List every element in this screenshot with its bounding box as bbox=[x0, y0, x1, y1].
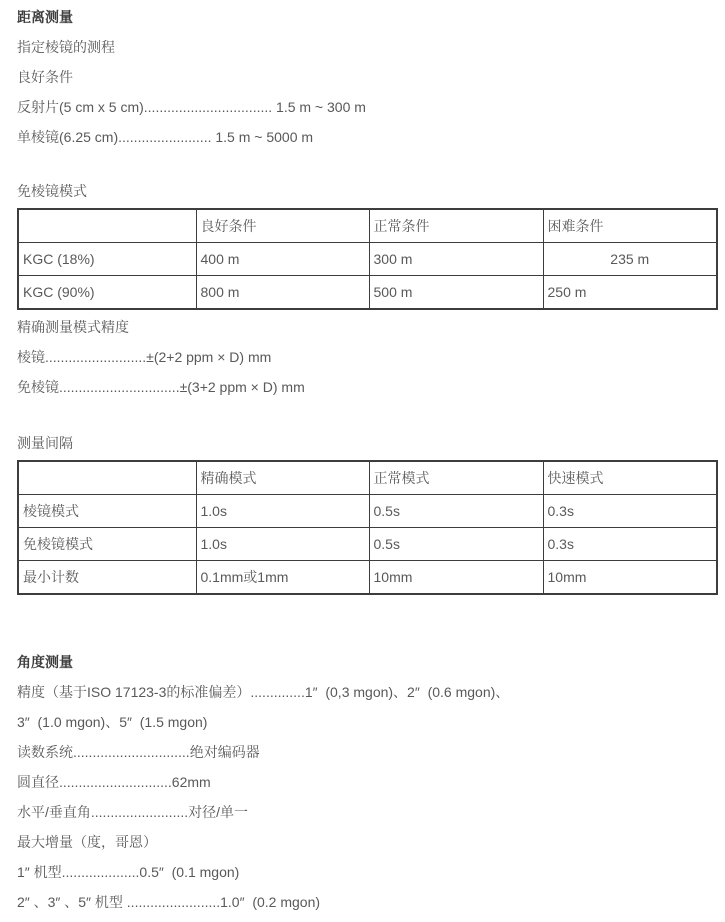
value-cell: 10mm bbox=[543, 561, 717, 595]
value-cell: 0.1mm或1mm bbox=[196, 561, 369, 595]
header-cell: 快速模式 bbox=[543, 461, 717, 495]
prism-accuracy-spec-line: 棱镜..........................±(2+2 ppm × D) mm bbox=[17, 349, 272, 365]
table-row bbox=[18, 243, 717, 276]
value-cell: 10mm bbox=[369, 561, 543, 595]
good-conditions-line: 良好条件 bbox=[17, 69, 73, 85]
measurement-interval-table bbox=[17, 460, 718, 595]
horizontal-vertical-angle-spec-line: 水平/垂直角.........................对径/单一 bbox=[17, 804, 249, 820]
value-cell: 1.0s bbox=[196, 495, 369, 528]
value-cell: 0.3s bbox=[543, 528, 717, 561]
table-row bbox=[18, 528, 717, 561]
single-prism-spec-line: 单棱镜(6.25 cm)........................ 1.5 m ~ 5000 m bbox=[17, 129, 314, 145]
header-cell: 良好条件 bbox=[196, 209, 369, 243]
reflective-sheet-spec-line: 反射片(5 cm x 5 cm)................................. 1.5 m ~ 300 m bbox=[17, 99, 366, 115]
reflectorless-mode-label: 免棱镜模式 bbox=[17, 183, 87, 199]
value-cell: 0.5s bbox=[369, 528, 543, 561]
prism-range-line: 指定棱镜的测程 bbox=[17, 39, 115, 55]
row-label-cell: 免棱镜模式 bbox=[18, 528, 196, 561]
reflectorless-accuracy-spec-line: 免棱镜...............................±(3+2 ppm × D) mm bbox=[17, 379, 305, 395]
row-label-cell: 棱镜模式 bbox=[18, 495, 196, 528]
angle-section-title: 角度测量 bbox=[17, 654, 73, 670]
precision-mode-label: 精确测量模式精度 bbox=[17, 319, 129, 335]
header-cell bbox=[18, 209, 196, 243]
header-cell: 正常模式 bbox=[369, 461, 543, 495]
model-1sec-spec-line: 1″ 机型....................0.5″ (0.1 mgon) bbox=[17, 864, 240, 880]
measurement-interval-label: 测量间隔 bbox=[17, 435, 73, 451]
header-cell: 正常条件 bbox=[369, 209, 543, 243]
table-row bbox=[18, 276, 717, 310]
table-row bbox=[18, 561, 717, 595]
max-increment-label: 最大增量（度，哥恩） bbox=[17, 834, 157, 850]
table-row bbox=[18, 495, 717, 528]
row-label-cell: 最小计数 bbox=[18, 561, 196, 595]
value-cell: 800 m bbox=[196, 276, 369, 310]
value-cell: 400 m bbox=[196, 243, 369, 276]
value-cell: 300 m bbox=[369, 243, 543, 276]
header-cell: 困难条件 bbox=[543, 209, 717, 243]
value-cell: 0.3s bbox=[543, 495, 717, 528]
circle-diameter-spec-line: 圆直径.............................62mm bbox=[17, 774, 211, 790]
row-label-cell: KGC (90%) bbox=[18, 276, 196, 310]
table-header-row bbox=[18, 209, 717, 243]
value-cell: 0.5s bbox=[369, 495, 543, 528]
value-cell: 250 m bbox=[543, 276, 717, 310]
model-2-3-5sec-spec-line: 2″ 、3″ 、5″ 机型 ........................1.0″ (0.2 mgon) bbox=[17, 894, 321, 910]
table-header-row bbox=[18, 461, 717, 495]
reading-system-spec-line: 读数系统..............................绝对编码器 bbox=[17, 744, 260, 760]
row-label-cell: KGC (18%) bbox=[18, 243, 196, 276]
header-cell bbox=[18, 461, 196, 495]
angle-accuracy-spec-line-2: 3″ (1.0 mgon)、5″ (1.5 mgon) bbox=[17, 714, 208, 730]
value-cell: 500 m bbox=[369, 276, 543, 310]
distance-section-title: 距离测量 bbox=[17, 9, 73, 25]
value-cell: 1.0s bbox=[196, 528, 369, 561]
reflectorless-range-table bbox=[17, 208, 718, 310]
angle-accuracy-spec-line-1: 精度（基于ISO 17123-3的标准偏差）..............1″ (0,3 mgon)、2″ (0.6 mgon)、 bbox=[17, 684, 510, 700]
value-cell: 235 m bbox=[543, 243, 717, 276]
header-cell: 精确模式 bbox=[196, 461, 369, 495]
